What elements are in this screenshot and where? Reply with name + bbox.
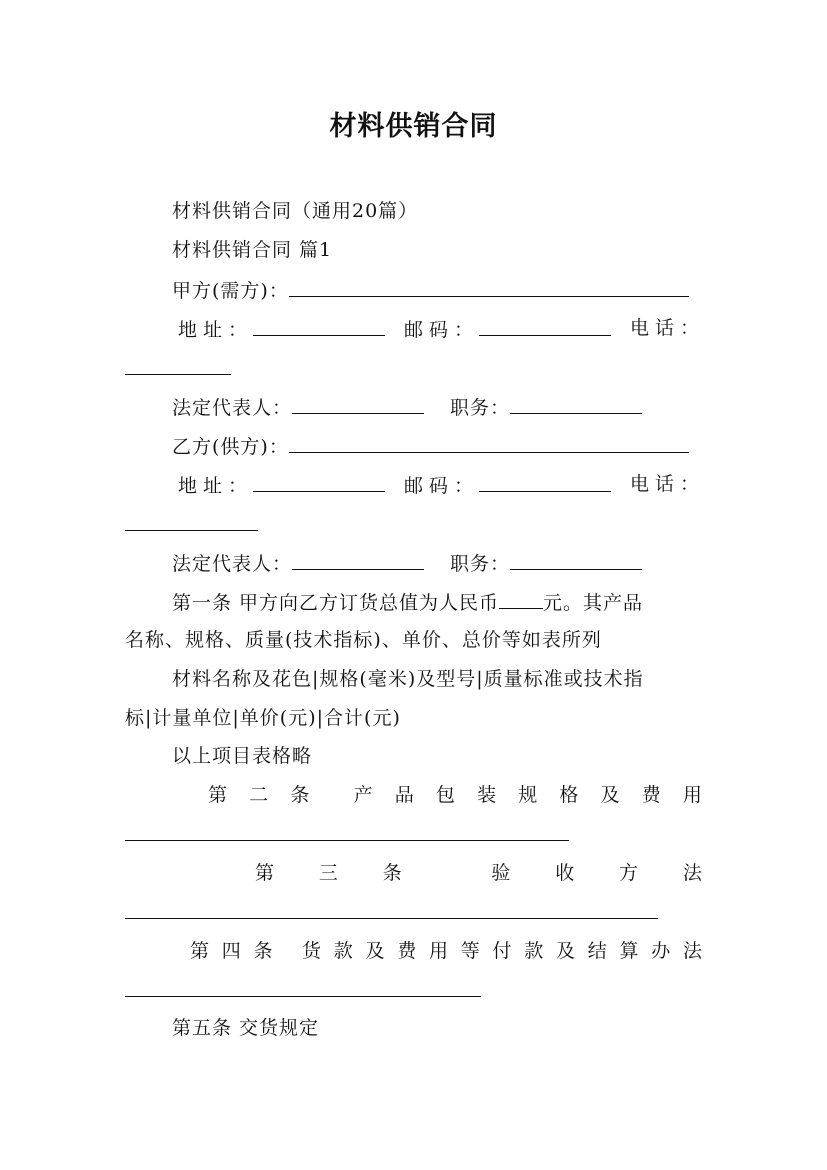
article-2-char: 用	[682, 784, 702, 806]
article-1-text-b: 元。其产品	[543, 592, 644, 614]
table-header-line-1: 材料名称及花色|规格(毫米)及型号|质量标准或技术指	[172, 668, 644, 690]
article-4-char: 第	[190, 940, 210, 962]
party-a-zip-blank[interactable]	[479, 315, 611, 336]
article-1-line-2: 名称、规格、质量(技术指标)、单价、总价等如表所列	[125, 629, 602, 651]
article-2-char: 规	[518, 784, 538, 806]
party-b-title-line	[450, 549, 642, 577]
article-4-char: 及	[365, 940, 385, 962]
party-a-label: 甲方(需方)：	[172, 280, 289, 302]
party-a-title-label: 职务：	[450, 397, 511, 419]
party-a-title-line	[450, 393, 642, 421]
party-b-label: 乙方(供方)：	[172, 436, 289, 458]
article-2-heading	[208, 782, 702, 808]
party-b-zip-line	[404, 471, 611, 499]
party-b-blank[interactable]	[289, 432, 689, 453]
article-2-char: 第	[208, 784, 228, 806]
article-4-char: 货	[301, 940, 321, 962]
article-4-char: 法	[682, 940, 702, 962]
article-2-char: 格	[559, 784, 579, 806]
party-a-line	[172, 276, 689, 304]
party-b-rep-label: 法定代表人：	[172, 553, 293, 575]
article-3-char: 第	[255, 862, 275, 884]
table-header-line-2: 标|计量单位|单价(元)|合计(元)	[125, 707, 401, 729]
party-a-zip-line	[404, 315, 611, 343]
article-2-char: 费	[641, 784, 661, 806]
article-4-char: 算	[619, 940, 639, 962]
party-a-phone-blank[interactable]	[125, 374, 231, 375]
article-3-char: 条	[382, 862, 402, 884]
article-2-char: 及	[600, 784, 620, 806]
article-2-char: 条	[290, 784, 310, 806]
article-4-char: 款	[333, 940, 353, 962]
article-2-char: 包	[435, 784, 455, 806]
party-a-address-blank[interactable]	[253, 315, 385, 336]
article-3-char: 收	[555, 862, 575, 884]
party-a-rep-line	[172, 393, 424, 421]
article-5-heading: 第五条 交货规定	[172, 1017, 320, 1039]
article-3-char: 三	[318, 862, 338, 884]
article-2-blank[interactable]	[125, 840, 569, 841]
party-b-address-line	[178, 471, 385, 499]
article-3-blank[interactable]	[125, 918, 658, 919]
article-4-char: 办	[651, 940, 671, 962]
party-b-zip-blank[interactable]	[479, 471, 611, 492]
article-2-char: 装	[477, 784, 497, 806]
article-4-char: 付	[492, 940, 512, 962]
article-3-char: 法	[682, 862, 702, 884]
document-title: 材料供销合同	[329, 111, 498, 142]
article-3-char: 方	[619, 862, 639, 884]
party-a-rep-label: 法定代表人：	[172, 397, 293, 419]
article-3-char: 验	[491, 862, 511, 884]
party-b-line	[172, 432, 689, 460]
article-3-heading	[255, 860, 702, 886]
article-4-char: 费	[397, 940, 417, 962]
party-b-address-blank[interactable]	[253, 471, 385, 492]
party-b-rep-line	[172, 549, 424, 577]
party-a-zip-label: 邮码：	[404, 319, 480, 341]
party-b-zip-label: 邮码：	[404, 475, 480, 497]
article-2-char: 产	[353, 784, 373, 806]
party-a-phone-label: 电话：	[630, 317, 706, 339]
article-1-text-a: 第一条 甲方向乙方订货总值为人民币	[172, 592, 500, 614]
party-a-rep-blank[interactable]	[292, 393, 424, 414]
party-b-title-blank[interactable]	[510, 549, 642, 570]
party-b-phone-blank[interactable]	[125, 530, 258, 531]
article-4-char: 款	[524, 940, 544, 962]
party-b-phone-label: 电话：	[630, 473, 706, 495]
article-4-char: 四	[221, 940, 241, 962]
party-a-address-label: 地址：	[178, 319, 254, 341]
party-a-title-blank[interactable]	[510, 393, 642, 414]
party-b-rep-blank[interactable]	[292, 549, 424, 570]
table-note: 以上项目表格略	[172, 745, 313, 767]
party-a-address-line	[178, 315, 385, 343]
section-heading: 材料供销合同 篇1	[172, 239, 333, 261]
document-subtitle: 材料供销合同（通用20篇）	[172, 200, 419, 222]
article-4-char: 及	[555, 940, 575, 962]
article-4-blank[interactable]	[125, 996, 481, 997]
article-4-char: 等	[460, 940, 480, 962]
article-2-char: 二	[249, 784, 269, 806]
article-4-char: 条	[253, 940, 273, 962]
article-1-line-1	[172, 588, 643, 616]
party-b-title-label: 职务：	[450, 553, 511, 575]
party-b-address-label: 地址：	[178, 475, 254, 497]
article-4-gap	[285, 938, 289, 964]
party-a-blank[interactable]	[289, 276, 689, 297]
article-4-char: 结	[587, 940, 607, 962]
article-1-amount-blank[interactable]	[499, 588, 543, 609]
article-4-char: 用	[428, 940, 448, 962]
article-2-char: 品	[394, 784, 414, 806]
article-4-heading	[190, 938, 702, 964]
